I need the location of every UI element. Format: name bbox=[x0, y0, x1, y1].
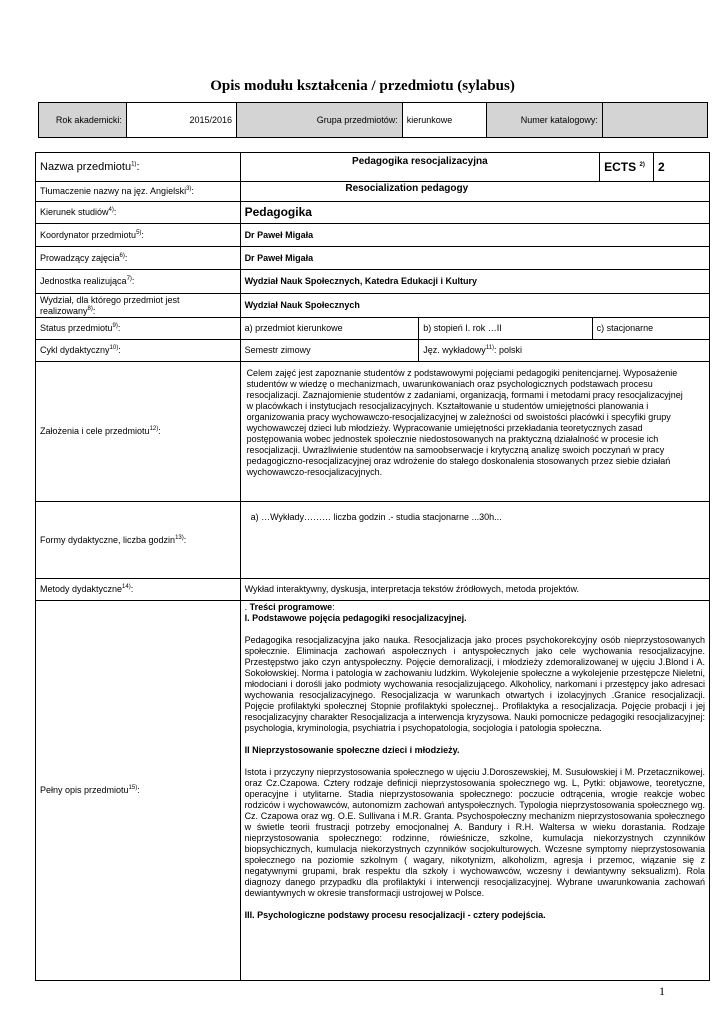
ects-label: ECTS $^{2)}$ bbox=[600, 153, 654, 182]
faculty-label: Wydział, dla którego przedmiot jest realizowany$^{8)}$: bbox=[36, 294, 241, 318]
forms-value: a) …Wykłady……… liczba godzin .- studia stacjonarne ...30h... bbox=[240, 502, 709, 579]
year-label: Rok akademicki: bbox=[39, 103, 127, 138]
translation-label: Tłumaczenie nazwy na jęz. Angielski$^{3)}$: bbox=[36, 182, 241, 202]
goals-text: Celem zajęć jest zapoznanie studentów z podstawowymi pojęciami pedagogiki penitencjarnej. Wyposażenie studentów w wiedzę o mechanizmach, uwarunkowaniach oraz psychologicznych podstawach procesu resocjalizacji. Zaznajomienie studentów z zadaniami, organizacją, formami i metodami pracy resocjalizacyjnej w placówkach i instytucjach resocjalizacyjnych. Kształtowanie u studentów umiejętności planowania i organizowania pracy wychowawczo-resocjalizacyjnej w zależności od swoistości placówki i specyfiki grupy wychowawczej dzieci lub młodzieży. Wypracowanie umiejętności przekładania teoretycznych zasad postępowania wobec jednostek społecznie niedostosowanych na praktyczną działalność w procesie ich resocjalizacji. Uwrażliwienie studentów na samoobserwacje i krytyczną analizę swoich poczynań w pracy pedagogiczno-resocjalizacyjnej oraz wdrożenie do stałego doskonalenia stosowanych przez siebie działań wychowawczo-resocjalizacyjnych. bbox=[240, 362, 709, 502]
full-label: Pełny opis przedmiotu$^{15)}$: bbox=[36, 601, 241, 981]
page-title: Opis modułu kształcenia / przedmiotu (sylabus) bbox=[210, 78, 515, 94]
methods-label: Metody dydaktyczne$^{14)}$: bbox=[36, 579, 241, 601]
catalog-value bbox=[602, 103, 707, 138]
section-2-title: II Nieprzystosowanie społeczne dzieci i młodzieży. bbox=[244, 745, 460, 755]
coordinator-label: Koordynator przedmiotu$^{5)}$: bbox=[36, 224, 241, 247]
field-value: Pedagogika bbox=[240, 202, 709, 224]
syllabus-table bbox=[35, 152, 710, 981]
group-label: Grupa przedmiotów: bbox=[237, 103, 403, 138]
status-label: Status przedmiotu$^{9)}$: bbox=[36, 318, 241, 340]
faculty-value: Wydział Nauk Społecznych bbox=[240, 294, 709, 318]
header-table bbox=[38, 102, 708, 138]
section-3-title: III. Psychologiczne podstawy procesu resocjalizacji - cztery podejścia. bbox=[244, 910, 546, 920]
translation-value: Resocialization pedagogy bbox=[240, 182, 709, 202]
status-b: b) stopień I. rok …II bbox=[419, 318, 592, 340]
section-1-title: I. Podstawowe pojęcia pedagogiki resocjalizacyjnej. bbox=[244, 613, 467, 623]
goals-label: Założenia i cele przedmiotu$^{12)}$: bbox=[36, 362, 241, 502]
coordinator-value: Dr Paweł Migała bbox=[240, 224, 709, 247]
methods-value: Wykład interaktywny, dyskusja, interpretacja tekstów źródłowych, metoda projektów. bbox=[240, 579, 709, 601]
full-description bbox=[240, 601, 709, 981]
year-value: 2015/2016 bbox=[126, 103, 236, 138]
cycle-value: Semestr zimowy bbox=[240, 340, 419, 362]
group-value: kierunkowe bbox=[402, 103, 486, 138]
forms-label: Formy dydaktyczne, liczba godzin$^{13)}$: bbox=[36, 502, 241, 579]
status-c: c) stacjonarne bbox=[592, 318, 709, 340]
catalog-label: Numer katalogowy: bbox=[486, 103, 602, 138]
section-2-text: Istota i przyczyny nieprzystosowania społecznego w ujęciu J.Doroszewskiej, M. Susułowskiej i M. Przetacznikowej. oraz Cz.Czapowa. Cztery rodzaje definicji nieprzystosowania społecznego wg. L, Pytki: objawowe, teoretyczne, operacyjne i utylitarne. Stadia nieprzystosowania społecznego: poczucie odtrącenia, wrogie reakcje wobec rodziców i wychowawców, autonomizm zachowań antyspołecznych. Typologia nieprzystosowania społecznego wg. Cz. Czapowa oraz wg. O.E. Sullivana i M.R. Granta. Psychospołeczny mechanizm nieprzystosowania społecznego w świetle teorii frustracji potrzeby emocjonalnej A. Bandury i R.H. Waltersa w wieku dorastania. Rodzaje nieprzystosowania społecznego: rodzinne, rówieśnicze, szkolne, kumulacja niekorzystnych czynników biopsychicznych, kumulacja niekorzystnych czynników socjokulturowych. Wczesne symptomy nieprzystosowania społecznego na poziomie szkolnym ( wagary, nikotynizm, alkoholizm, agresja i przemoc, wiązanie się z negatywnymi grupami, brak respektu dla szkoły i wychowawców, wczesny i dewiantywny seksualizm). Rola diagnozy danego przypadku dla profilaktyki i interwencji resocjalizacyjnej. Wybrane uwarunkowania zachowań dewiantywnych w okresie transformacji ustrojowej w Polsce. bbox=[244, 767, 705, 898]
status-a: a) przedmiot kierunkowe bbox=[240, 318, 419, 340]
teacher-value: Dr Paweł Migała bbox=[240, 247, 709, 270]
course-name-value: Pedagogika resocjalizacyjna bbox=[240, 153, 600, 182]
ects-value: 2 bbox=[653, 153, 709, 182]
full-intro: . Treści programowe: bbox=[244, 602, 335, 612]
lang-value: Jęz. wykładowy$^{11)}$: polski bbox=[419, 340, 710, 362]
unit-value: Wydział Nauk Społecznych, Katedra Edukacji i Kultury bbox=[240, 270, 709, 294]
cycle-label: Cykl dydaktyczny$^{10)}$: bbox=[36, 340, 241, 362]
teacher-label: Prowadzący zajęcia$^{6)}$: bbox=[36, 247, 241, 270]
section-1-text: Pedagogika resocjalizacyjna jako nauka. Resocjalizacja jako proces psychokorekcyjny osób nieprzystosowanych społecznie. Eliminacja zachowań aspołecznych i antyspołecznych jako cele wychowania resocjalizacyjne. Przestępstwo jako czyn antyspołeczny. Pojęcie demoralizacji, i młodzieży zdemoralizowanej w ujęciu J.Blond i A. Sokołowskiej. Norma i patologia w zachowaniu ludzkim. Wykolejenie społeczne a wykolejenie przestępcze Nieletni, młodociani i dorośli jako podmioty wychowania resocjalizującego. Alkoholicy, narkomani i przestępcy jako adresaci wychowania resocjalizacyjnego. Resocjalizacja w warunkach otwartych i izolacyjnych .Granice resocjalizacji. Pojęcie profilaktyki społecznej Stopnie profilaktyki społecznej.. Profilaktyka a resocjalizacja. Pojęcie probacji i jej resocjalizacyjny charakter Resocjalizacja a interwencja kryzysowa. Nauki pomocnicze pedagogiki resocjalizacyjnej: psychologia, kryminologia, psychiatria i psychopatologia, socjologia i patologia społeczna. bbox=[244, 635, 705, 733]
unit-label: Jednostka realizująca$^{7)}$: bbox=[36, 270, 241, 294]
page-number: 1 bbox=[659, 984, 665, 998]
field-label: Kierunek studiów$^{4)}$: bbox=[36, 202, 241, 224]
course-name-label: Nazwa przedmiotu$^{1)}$: bbox=[36, 153, 241, 182]
